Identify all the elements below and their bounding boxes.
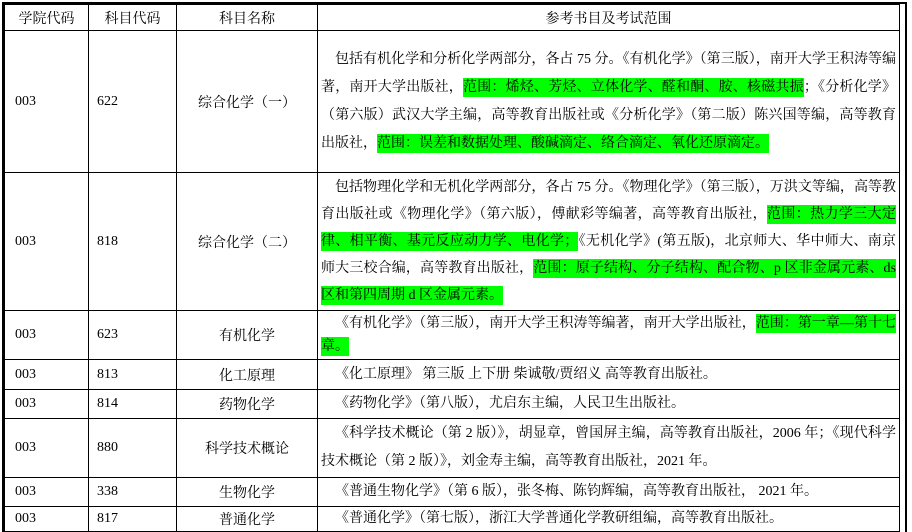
reference-text: 包括有机化学和分析化学两部分，各占 75 分。《有机化学》（第三版），南开大学王积涛等编著，南开大学出版社， bbox=[321, 51, 896, 95]
reference-scope-text bbox=[321, 174, 896, 309]
exam-scope-highlight: 范围：第一章—第十七章。 bbox=[321, 316, 897, 354]
reference-scope-cell bbox=[318, 390, 900, 419]
subject-name-cell: 药物化学 bbox=[177, 390, 318, 419]
reference-scope-cell bbox=[318, 311, 900, 360]
table-row bbox=[5, 478, 900, 507]
subject-name-cell: 有机化学 bbox=[177, 311, 318, 360]
table-row bbox=[5, 360, 900, 390]
header-subject-name: 科目名称 bbox=[177, 5, 318, 31]
header-reference-scope: 参考书目及考试范围 bbox=[318, 5, 900, 31]
subject-code-cell: 622 bbox=[89, 31, 177, 173]
college-code-cell: 003 bbox=[5, 478, 89, 507]
subject-name-cell: 普通化学 bbox=[177, 507, 318, 532]
table-row bbox=[5, 311, 900, 360]
reference-scope-cell bbox=[318, 507, 900, 532]
table-row bbox=[5, 390, 900, 419]
reference-scope-cell bbox=[318, 173, 900, 311]
subject-code-cell: 813 bbox=[89, 360, 177, 390]
college-code-cell: 003 bbox=[5, 360, 89, 390]
college-code-cell: 003 bbox=[5, 311, 89, 360]
exam-scope-highlight: 范围：烯烃、芳烃、立体化学、醛和酮、胺、核磁共振 bbox=[463, 79, 804, 95]
reference-text: 包括物理化学和无机化学两部分，各占 75 分。《物理化学》（第三版），万洪文等编，高等教育出版社或《物理化学》（第六版），傅献彩等编著，高等教育出版社， bbox=[321, 180, 896, 222]
header-row bbox=[5, 5, 900, 31]
college-code-cell: 003 bbox=[5, 419, 89, 478]
subject-code-cell: 817 bbox=[89, 507, 177, 532]
header-college-code: 学院代码 bbox=[5, 5, 89, 31]
subject-name-cell: 科学技术概论 bbox=[177, 419, 318, 478]
reference-text: 《无机化学》(第五版)，北京师大、华中师大、南京师大三校合编，高等教育出版社， bbox=[321, 234, 897, 276]
subject-name-cell: 化工原理 bbox=[177, 360, 318, 390]
reference-books-table bbox=[4, 4, 900, 532]
reference-scope-cell bbox=[318, 31, 900, 173]
reference-scope-cell bbox=[318, 360, 900, 390]
reference-text: 《科学技术概论（第 2 版）》，胡显章，曾国屏主编，高等教育出版社，2006 年；《现代科学技术概论（第 2 版）》，刘金寿主编，高等教育出版社，2021 年。 bbox=[321, 426, 896, 469]
reference-scope-text bbox=[321, 508, 896, 530]
reference-text: 《普通化学》（第七版），浙江大学普通化学教研组编，高等教育出版社。 bbox=[335, 511, 783, 526]
reference-text: 《药物化学》（第八版），尤启东主编，人民卫生出版社。 bbox=[335, 396, 685, 411]
reference-text: 《普通生物化学》（第 6 版），张冬梅、陈钧辉编，高等教育出版社， 2021 年。 bbox=[335, 484, 818, 499]
table-row bbox=[5, 507, 900, 532]
subject-code-cell: 338 bbox=[89, 478, 177, 507]
subject-code-cell: 818 bbox=[89, 173, 177, 311]
subject-code-cell: 623 bbox=[89, 311, 177, 360]
college-code-cell: 003 bbox=[5, 31, 89, 173]
exam-scope-highlight: 范围：误差和数据处理、酸碱滴定、络合滴定、氧化还原滴定。 bbox=[377, 135, 769, 151]
reference-scope-text bbox=[321, 46, 896, 158]
reference-scope-cell bbox=[318, 419, 900, 478]
reference-text: 《有机化学》（第三版），南开大学王积涛等编著，南开大学出版社， bbox=[335, 316, 756, 331]
exam-scope-highlight: 范围：热力学三大定律、相平衡、基元反应动力学、电化学； bbox=[321, 207, 896, 249]
table-row bbox=[5, 419, 900, 478]
exam-scope-highlight: 范围：原子结构、分子结构、配合物、p 区非金属元素、ds 区和第四周期 d 区金属元素。 bbox=[321, 261, 897, 303]
subject-code-cell: 814 bbox=[89, 390, 177, 419]
subject-name-cell: 综合化学（二） bbox=[177, 173, 318, 311]
table-header bbox=[5, 5, 900, 31]
header-subject-code: 科目代码 bbox=[89, 5, 177, 31]
college-code-cell: 003 bbox=[5, 507, 89, 532]
subject-name-cell: 生物化学 bbox=[177, 478, 318, 507]
reference-scope-text bbox=[321, 312, 896, 358]
reference-scope-text bbox=[321, 364, 896, 386]
table-body bbox=[5, 31, 900, 532]
college-code-cell: 003 bbox=[5, 173, 89, 311]
reference-text: ；《分析化学》（第六版）武汉大学主编，高等教育出版社或《分析化学》（第二版）陈兴国等编，高等教育出版社， bbox=[321, 79, 897, 151]
subject-code-cell: 880 bbox=[89, 419, 177, 478]
reference-scope-text bbox=[321, 481, 896, 503]
reference-scope-cell bbox=[318, 478, 900, 507]
table-row bbox=[5, 173, 900, 311]
table-row bbox=[5, 31, 900, 173]
subject-name-cell: 综合化学（一） bbox=[177, 31, 318, 173]
reference-text: 《化工原理》 第三版 上下册 柴诚敬/贾绍义 高等教育出版社。 bbox=[335, 366, 717, 382]
college-code-cell: 003 bbox=[5, 390, 89, 419]
table-outline bbox=[2, 2, 907, 532]
reference-scope-text bbox=[321, 420, 896, 476]
reference-scope-text bbox=[321, 393, 896, 415]
